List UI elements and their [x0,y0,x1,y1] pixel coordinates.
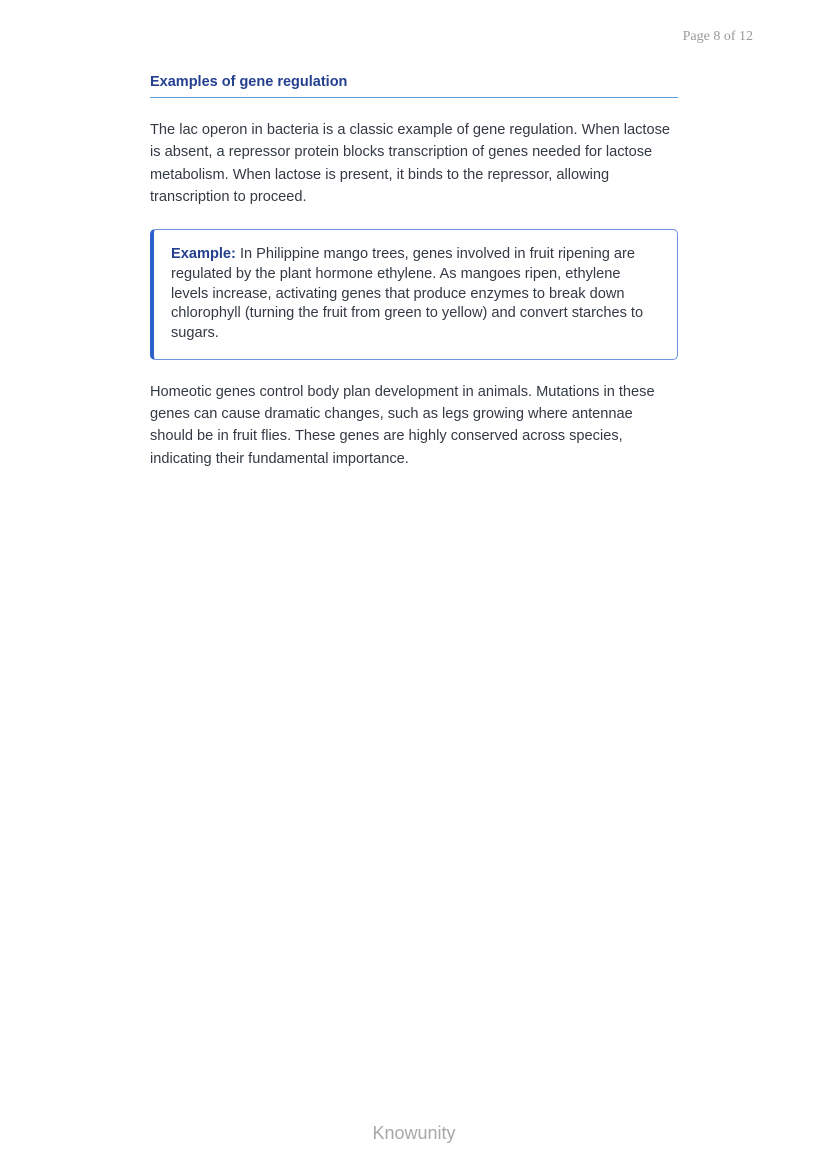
page-number: Page 8 of 12 [682,29,753,44]
example-text [171,245,659,344]
example-callout [150,229,678,360]
example-body: In Philippine mango trees, genes involved in fruit ripening are regulated by the plant hormone ethylene. As mangoes ripen, ethylene levels increase, activating genes that produce enzymes to break down chlorophyll (turning the fruit from green to yellow) and convert starches to sugars. [171,246,644,341]
page-content [150,74,678,470]
footer-brand: Knowunity [372,1123,456,1143]
example-label: Example: [171,246,236,263]
paragraph-lac-operon: The lac operon in bacteria is a classic example of gene regulation. When lactose is absent, a repressor protein blocks transcription of genes needed for lactose metabolism. When lactose is present, it binds to the repressor, allowing transcription to proceed. [150,122,670,205]
paragraph-homeotic-genes: Homeotic genes control body plan development in animals. Mutations in these genes can cause dramatic changes, such as legs growing where antennae should be in fruit flies. These genes are highly conserved across species, indicating their fundamental importance. [150,383,655,467]
section-title: Examples of gene regulation [150,74,678,98]
